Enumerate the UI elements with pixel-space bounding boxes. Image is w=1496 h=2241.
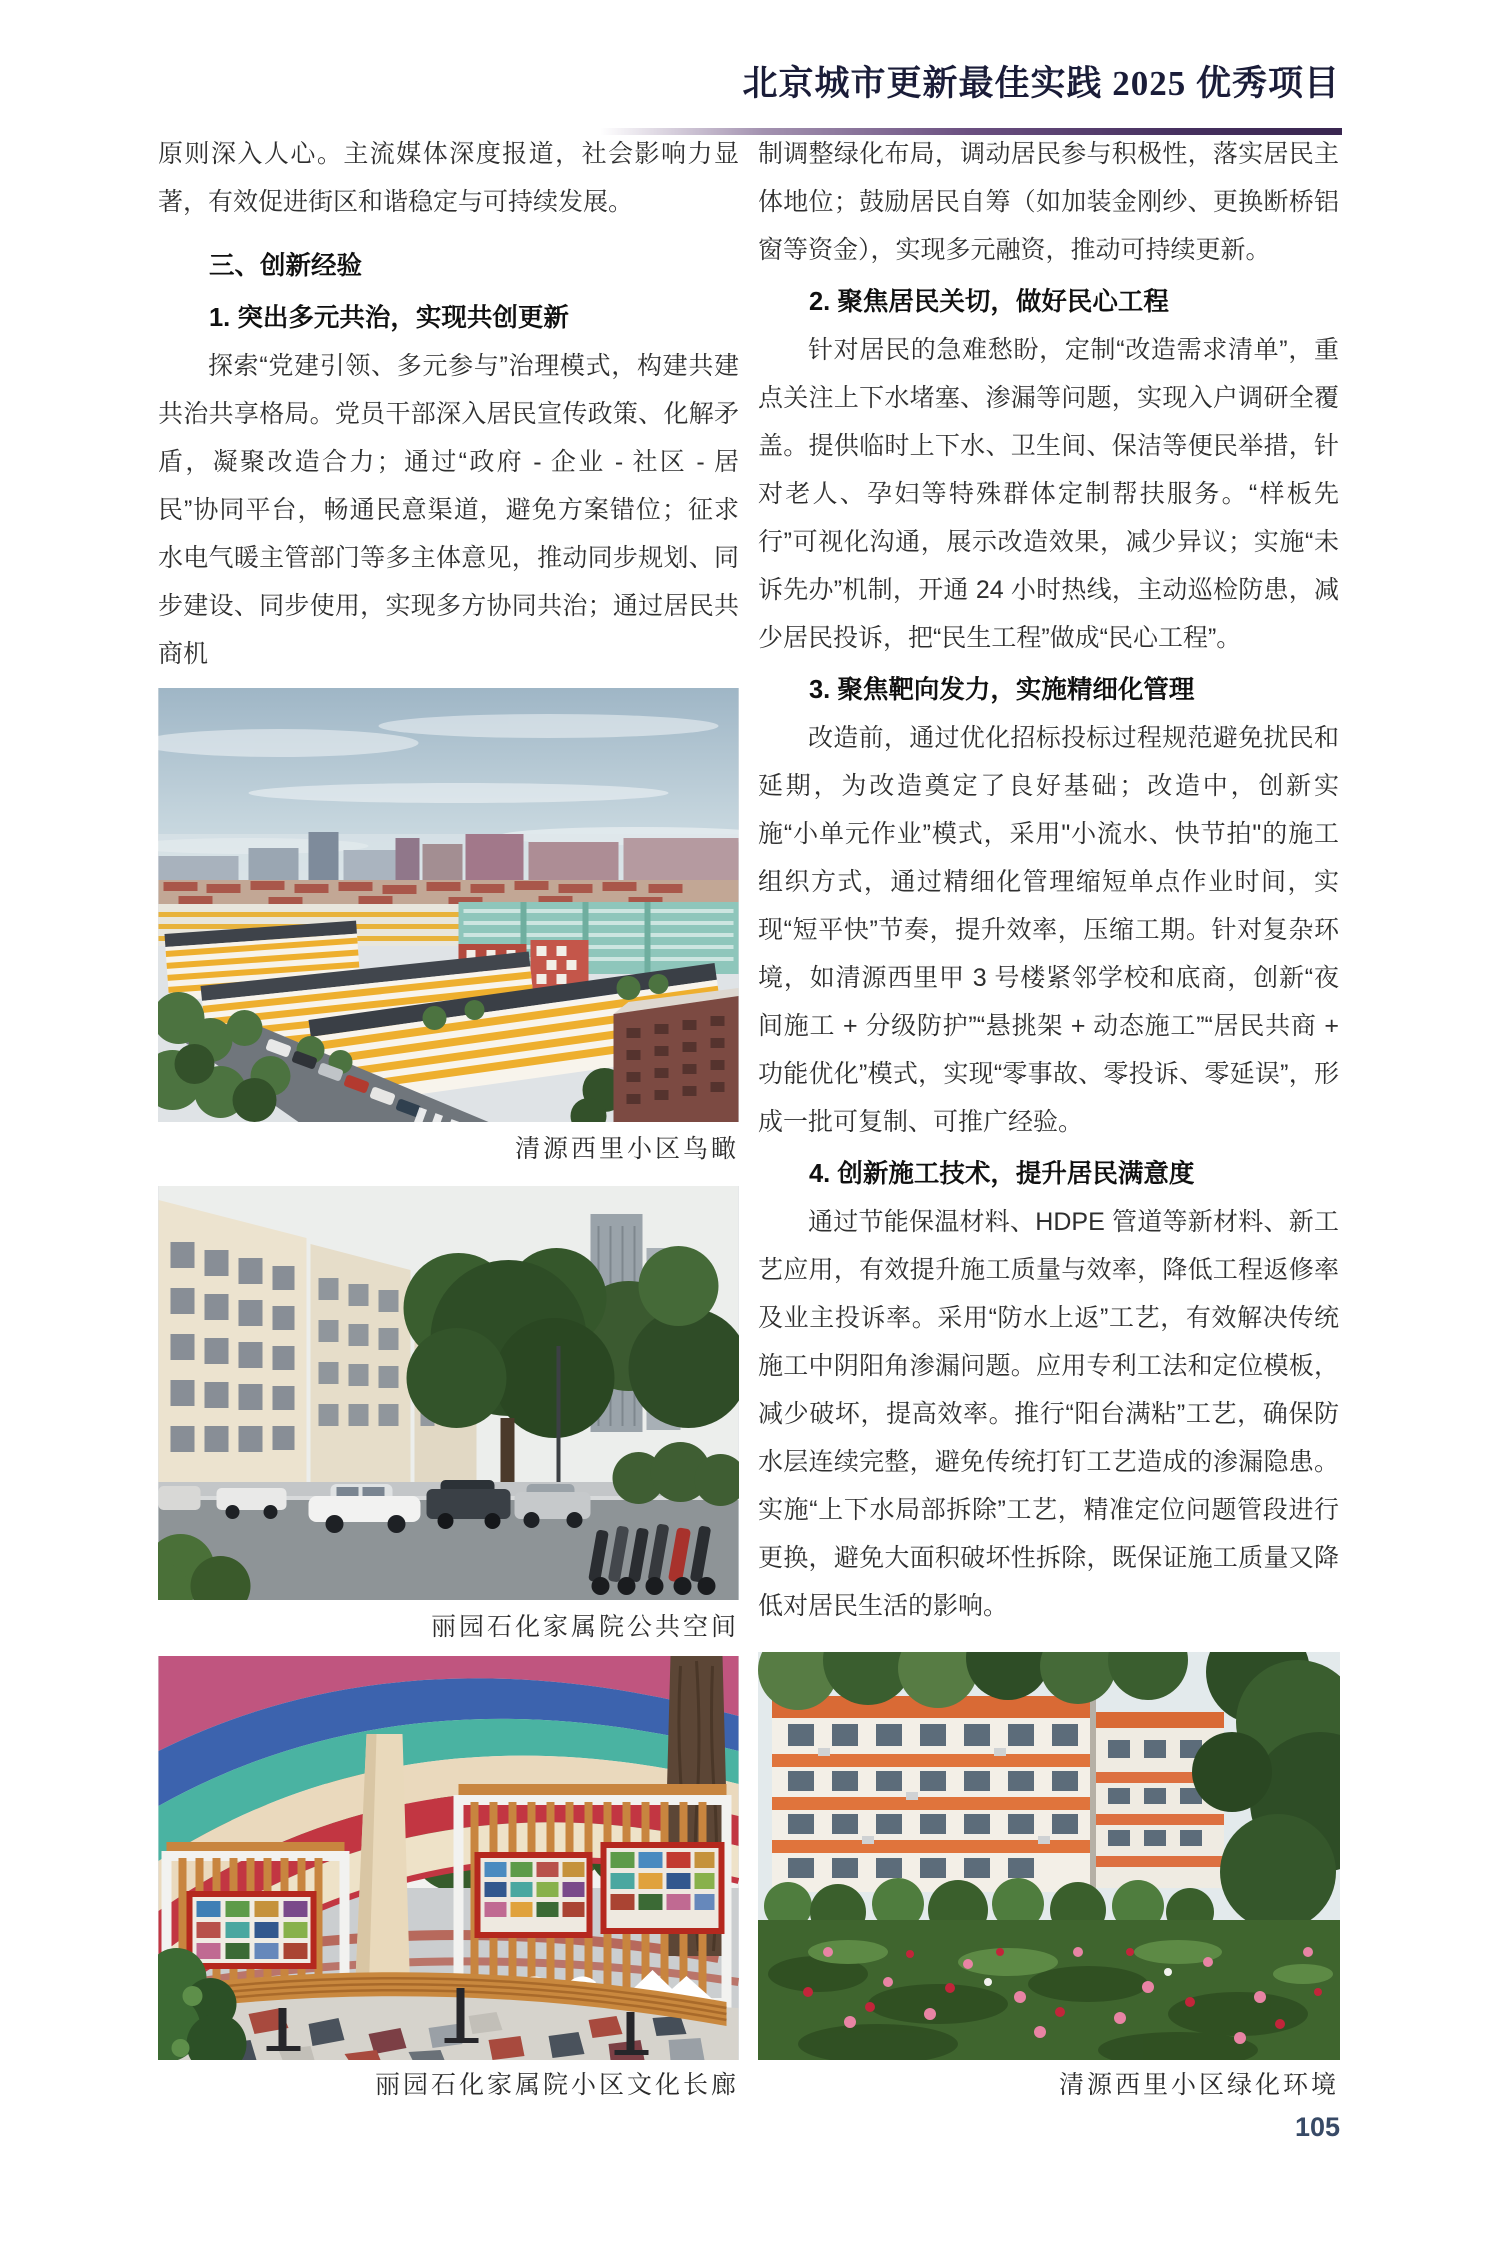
left-column [158,130,739,678]
photo-qingyuanxili-aerial [158,688,739,1122]
right-column [758,130,1339,1630]
photo-caption-culture-corridor: 丽园石化家属院小区文化长廊 [374,2072,739,2099]
subsection-2-heading: 2. 聚焦居民关切，做好民心工程 [809,288,1169,316]
page-header-title: 北京城市更新最佳实践 2025 优秀项目 [742,64,1340,103]
paragraph-sub1: 探索“党建引领、多元参与”治理模式，构建共建共治共享格局。党员干部深入居民宣传政策、化解矛盾，凝聚改造合力；通过“政府 - 企业 - 社区 - 居民”协同平台，畅通民意渠道，避免方案错位；征求水电气暖主管部门等多主体意见，推动同步规划、同步建设、同步使用，实现多方协同共治；通过居民共商机 [158,352,739,668]
paragraph-sub2: 针对居民的急难愁盼，定制“改造需求清单”，重点关注上下水堵塞、渗漏等问题，实现入户调研全覆盖。提供临时上下水、卫生间、保洁等便民举措，针对老人、孕妇等特殊群体定制帮扶服务。“样板先行”可视化沟通，展示改造效果，减少异议；实施“未诉先办”机制，开通 24 小时热线，主动巡检防患，减少居民投诉，把“民生工程”做成“民心工程”。 [758,336,1339,652]
photo-qingyuanxili-greenery [758,1652,1340,2060]
paragraph-sub3: 改造前，通过优化招标投标过程规范避免扰民和延期，为改造奠定了良好基础；改造中，创新实施“小单元作业”模式，采用"小流水、快节拍"的施工组织方式，通过精细化管理缩短单点作业时间，实现“短平快”节奏，提升效率，压缩工期。针对复杂环境，如清源西里甲 3 号楼紧邻学校和底商，创新“夜间施工 + 分级防护”“悬挑架 + 动态施工”“居民共商 + 功能优化”模式，实现“零事故、零投诉、零延误”，形成一批可复制、可推广经验。 [758,724,1339,1136]
subsection-3-heading: 3. 聚焦靶向发力，实施精细化管理 [809,676,1195,704]
paragraph-continuation: 制调整绿化布局，调动居民参与积极性，落实居民主体地位；鼓励居民自筹（如加装金刚纱、更换断桥铝窗等资金），实现多元融资，推动可持续更新。 [758,140,1339,264]
photo-liyuan-public-space [158,1186,739,1600]
page-number: 105 [1294,2112,1340,2142]
photo-caption-aerial: 清源西里小区鸟瞰 [514,1136,739,1163]
paragraph-intro: 原则深入人心。主流媒体深度报道，社会影响力显著，有效促进街区和谐稳定与可持续发展。 [158,140,739,216]
section-heading-innovation: 三、创新经验 [209,252,363,280]
subsection-4-heading: 4. 创新施工技术，提升居民满意度 [809,1160,1195,1188]
subsection-1-heading: 1. 突出多元共治，实现共创更新 [209,304,569,332]
paragraph-sub4: 通过节能保温材料、HDPE 管道等新材料、新工艺应用，有效提升施工质量与效率，降低工程返修率及业主投诉率。采用“防水上返”工艺，有效解决传统施工中阴阳角渗漏问题。应用专利工法和定位模板，减少破坏，提高效率。推行“阳台满粘”工艺，确保防水层连续完整，避免传统打钉工艺造成的渗漏隐患。实施“上下水局部拆除”工艺，精准定位问题管段进行更换，避免大面积破坏性拆除，既保证施工质量又降低对居民生活的影响。 [758,1208,1339,1620]
photo-liyuan-culture-corridor [158,1656,739,2060]
photo-caption-greenery: 清源西里小区绿化环境 [1058,2072,1339,2099]
photo-caption-public-space: 丽园石化家属院公共空间 [430,1614,739,1641]
